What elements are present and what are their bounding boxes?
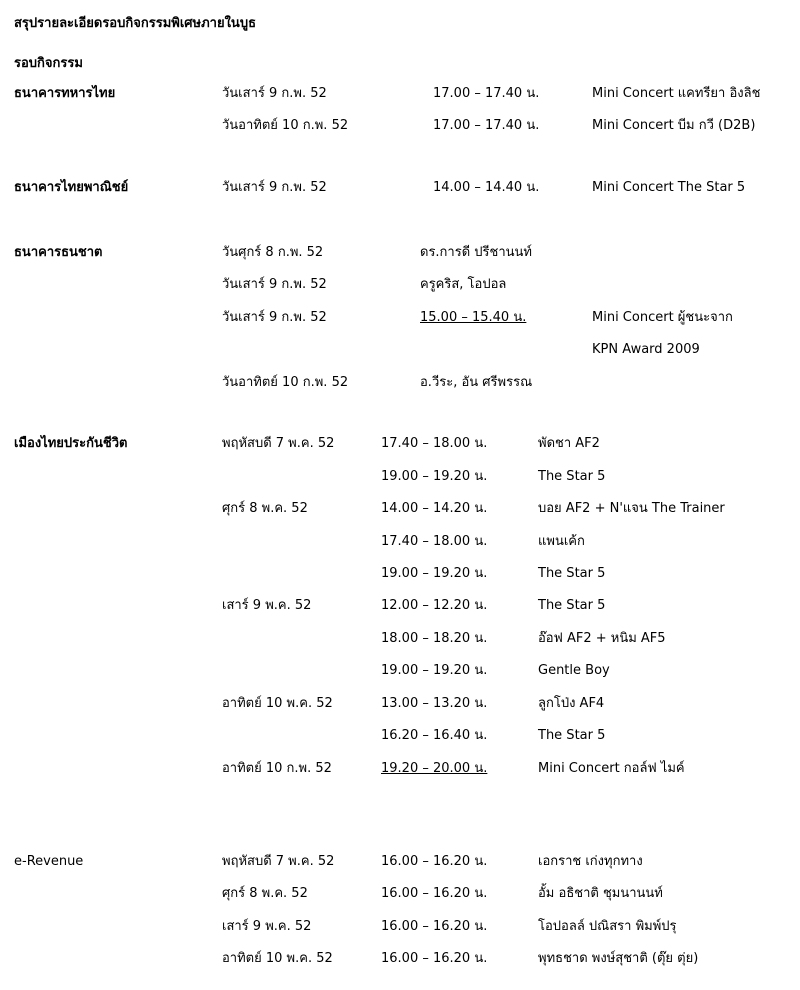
schedule-time: 14.00 – 14.40 น. (433, 180, 540, 195)
schedule-event: บอย AF2 + N'แจน The Trainer (538, 501, 725, 516)
schedule-date: วันศุกร์ 8 ก.พ. 52 (222, 245, 324, 260)
schedule-event: อั้ม อธิชาติ ชุมนานนท์ (538, 886, 663, 901)
schedule-time: 18.00 – 18.20 น. (381, 631, 488, 646)
schedule-date: อาทิตย์ 10 ก.พ. 52 (222, 761, 332, 776)
schedule-time: 16.00 – 16.20 น. (381, 951, 488, 966)
schedule-time: 17.00 – 17.40 น. (433, 86, 540, 101)
bank-name-mtl: เมืองไทยประกันชีวิต (14, 436, 128, 451)
schedule-time: 17.00 – 17.40 น. (433, 118, 540, 133)
schedule-time: 14.00 – 14.20 น. (381, 501, 488, 516)
bank-name-thanachart: ธนาคารธนชาต (14, 245, 103, 260)
schedule-date: วันอาทิตย์ 10 ก.พ. 52 (222, 375, 349, 390)
schedule-time: 19.00 – 19.20 น. (381, 566, 488, 581)
section-subtitle: รอบกิจกรรม (14, 56, 83, 71)
schedule-event: Mini Concert บีม กวี (D2B) (592, 118, 756, 133)
schedule-event: อ๊อฟ AF2 + หนิม AF5 (538, 631, 666, 646)
schedule-time: 13.00 – 13.20 น. (381, 696, 488, 711)
schedule-date: วันเสาร์ 9 ก.พ. 52 (222, 277, 327, 292)
schedule-event: The Star 5 (538, 566, 606, 581)
schedule-time: 17.40 – 18.00 น. (381, 534, 488, 549)
schedule-time: 15.00 – 15.40 น. (420, 310, 527, 325)
schedule-date: อาทิตย์ 10 พ.ค. 52 (222, 951, 333, 966)
schedule-date: ศุกร์ 8 พ.ค. 52 (222, 501, 308, 516)
schedule-date: วันเสาร์ 9 ก.พ. 52 (222, 310, 327, 325)
bank-name-military: ธนาคารทหารไทย (14, 86, 116, 101)
document-title: สรุปรายละเอียดรอบกิจกรรมพิเศษภายในบูธ (14, 16, 257, 31)
schedule-guest: ดร.การดี ปรีชานนท์ (420, 245, 532, 260)
schedule-time: 16.00 – 16.20 น. (381, 854, 488, 869)
schedule-event-continued: KPN Award 2009 (592, 342, 700, 357)
schedule-time: 19.00 – 19.20 น. (381, 663, 488, 678)
schedule-event: โอปอลล์ ปณิสรา พิมพ์ปรุ (538, 919, 677, 934)
schedule-guest: ครูคริส, โอปอล (420, 277, 507, 292)
schedule-event: พัดชา AF2 (538, 436, 600, 451)
schedule-time: 17.40 – 18.00 น. (381, 436, 488, 451)
schedule-date: อาทิตย์ 10 พ.ค. 52 (222, 696, 333, 711)
schedule-date: ศุกร์ 8 พ.ค. 52 (222, 886, 308, 901)
schedule-date: เสาร์ 9 พ.ค. 52 (222, 598, 312, 613)
schedule-date: เสาร์ 9 พ.ค. 52 (222, 919, 312, 934)
schedule-date: พฤหัสบดี 7 พ.ค. 52 (222, 436, 335, 451)
schedule-date: วันเสาร์ 9 ก.พ. 52 (222, 180, 327, 195)
schedule-guest: อ.วีระ, อัน ศรีพรรณ (420, 375, 533, 390)
schedule-event: Mini Concert The Star 5 (592, 180, 746, 195)
schedule-event: The Star 5 (538, 469, 606, 484)
schedule-time: 12.00 – 12.20 น. (381, 598, 488, 613)
schedule-time: 16.20 – 16.40 น. (381, 728, 488, 743)
schedule-event: The Star 5 (538, 598, 606, 613)
schedule-event: เอกราช เก่งทุกทาง (538, 854, 643, 869)
schedule-date: พฤหัสบดี 7 พ.ค. 52 (222, 854, 335, 869)
bank-name-erevenue: e-Revenue (14, 854, 84, 869)
bank-name-scb: ธนาคารไทยพาณิชย์ (14, 180, 129, 195)
schedule-event: Mini Concert แคทรียา อิงลิช (592, 86, 761, 101)
schedule-date: วันอาทิตย์ 10 ก.พ. 52 (222, 118, 349, 133)
schedule-event: Mini Concert ผู้ชนะจาก (592, 310, 733, 325)
schedule-time: 16.00 – 16.20 น. (381, 919, 488, 934)
schedule-time: 19.20 – 20.00 น. (381, 761, 488, 776)
schedule-time: 16.00 – 16.20 น. (381, 886, 488, 901)
schedule-event: Gentle Boy (538, 663, 610, 678)
schedule-event: พุทธชาด พงษ์สุชาติ (ตุ๊ย ตุ่ย) (538, 951, 699, 966)
schedule-event: Mini Concert กอล์ฟ ไมค์ (538, 761, 685, 776)
schedule-event: The Star 5 (538, 728, 606, 743)
schedule-time: 19.00 – 19.20 น. (381, 469, 488, 484)
schedule-date: วันเสาร์ 9 ก.พ. 52 (222, 86, 327, 101)
schedule-event: แพนเค้ก (538, 534, 585, 549)
schedule-event: ลูกโป่ง AF4 (538, 696, 605, 711)
